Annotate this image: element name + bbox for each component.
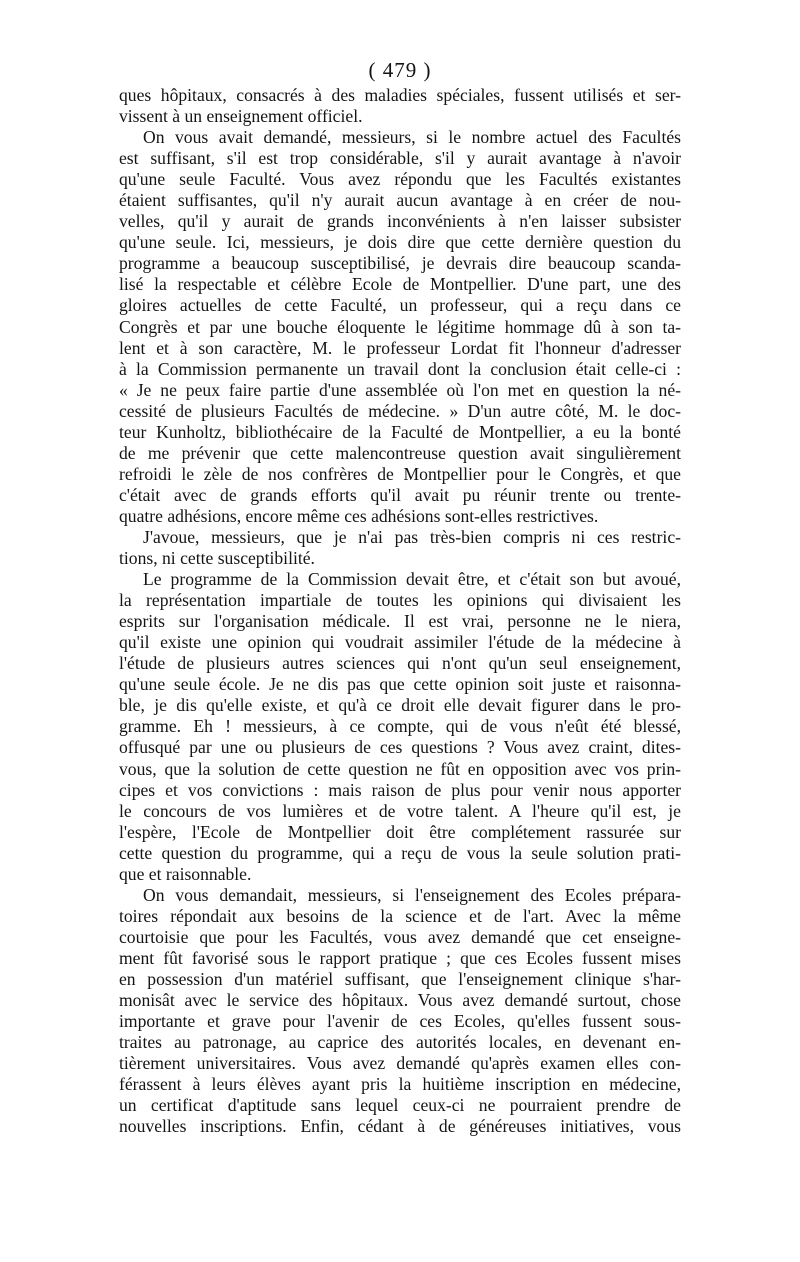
text-line: teur Kunholtz, bibliothécaire de la Faculté de Montpellier, a eu la bonté bbox=[119, 421, 681, 442]
text-line: programme a beaucoup susceptibilisé, je devrais dire beaucoup scanda- bbox=[119, 253, 681, 274]
text-line: le concours de vos lumières et de votre talent. A l'heure qu'il est, je bbox=[119, 800, 681, 821]
text-line: l'étude de plusieurs autres sciences qui n'ont qu'un seul enseignement, bbox=[119, 653, 681, 674]
paragraph bbox=[119, 569, 681, 885]
text-line: c'était avec de grands efforts qu'il avait pu réunir trente ou trente- bbox=[119, 484, 681, 505]
text-line: quatre adhésions, encore même ces adhésions sont-elles restrictives. bbox=[119, 505, 599, 526]
text-line: de me prévenir que cette malencontreuse question avait singulièrement bbox=[119, 442, 681, 463]
text-line: qu'une seule Faculté. Vous avez répondu que les Facultés existantes bbox=[119, 169, 681, 190]
paragraph bbox=[119, 85, 681, 127]
text-line: On vous demandait, messieurs, si l'enseignement des Ecoles prépara- bbox=[143, 884, 681, 905]
page-number: ( 479 ) bbox=[368, 58, 432, 82]
text-line: qu'une seule. Ici, messieurs, je dois dire que cette dernière question du bbox=[119, 232, 681, 253]
text-line: toires répondait aux besoins de la science et de l'art. Avec la même bbox=[119, 905, 681, 926]
text-line: gramme. Eh ! messieurs, à ce compte, qui de vous n'eût été blessé, bbox=[119, 716, 681, 737]
text-line: J'avoue, messieurs, que je n'ai pas très-bien compris ni ces restric- bbox=[143, 526, 681, 547]
text-line: à la Commission permanente un travail dont la conclusion était celle-ci : bbox=[119, 358, 681, 379]
text-line: que et raisonnable. bbox=[119, 863, 252, 884]
text-line: est suffisant, s'il est trop considérable, s'il y aurait avantage à n'avoir bbox=[119, 148, 681, 169]
text-line: en possession d'un matériel suffisant, que l'enseignement clinique s'har- bbox=[119, 968, 681, 989]
paragraph bbox=[119, 127, 681, 527]
text-line: « Je ne peux faire partie d'une assemblée où l'on met en question la né- bbox=[119, 379, 681, 400]
text-line: lisé la respectable et célèbre Ecole de Montpellier. D'une part, une des bbox=[119, 274, 681, 295]
text-line: offusqué par une ou plusieurs de ces questions ? Vous avez craint, dites- bbox=[119, 737, 681, 758]
text-line: cipes et vos convictions : mais raison de plus pour venir nous apporter bbox=[119, 779, 681, 800]
text-line: Congrès et par une bouche éloquente le légitime hommage dû à son ta- bbox=[119, 316, 681, 337]
text-line: tièrement universitaires. Vous avez demandé qu'après examen elles con- bbox=[119, 1053, 681, 1074]
text-line: cette question du programme, qui a reçu de vous la seule solution prati- bbox=[119, 842, 681, 863]
text-line: l'espère, l'Ecole de Montpellier doit être complétement rassurée sur bbox=[119, 821, 681, 842]
text-line: cessité de plusieurs Facultés de médecine. » D'un autre côté, M. le doc- bbox=[119, 400, 681, 421]
body-text bbox=[119, 85, 681, 1137]
text-line: traites au patronage, au caprice des autorités locales, en devenant en- bbox=[119, 1032, 681, 1053]
text-line: vous, que la solution de cette question ne fût en opposition avec vos prin- bbox=[119, 758, 681, 779]
text-line: gloires actuelles de cette Faculté, un professeur, qui a reçu dans ce bbox=[119, 295, 681, 316]
text-line: nouvelles inscriptions. Enfin, cédant à de généreuses initiatives, vous bbox=[119, 1116, 681, 1137]
text-line: qu'il existe une opinion qui voudrait assimiler l'étude de la médecine à bbox=[119, 632, 681, 653]
text-line: ques hôpitaux, consacrés à des maladies spéciales, fussent utilisés et ser- bbox=[119, 85, 681, 105]
text-line: vissent à un enseignement officiel. bbox=[119, 106, 363, 127]
text-line: courtoisie que pour les Facultés, vous avez demandé que cet enseigne- bbox=[119, 926, 681, 947]
text-line: velles, qu'il y aurait de grands inconvénients à n'en laisser subsister bbox=[119, 211, 681, 232]
text-line: importante et grave pour l'avenir de ces Ecoles, qu'elles fussent sous- bbox=[119, 1011, 681, 1032]
text-line: ble, je dis qu'elle existe, et qu'à ce droit elle devait figurer dans le pro- bbox=[119, 695, 681, 716]
text-line: étaient suffisantes, qu'il n'y aurait aucun avantage à en créer de nou- bbox=[119, 190, 681, 211]
text-line: la représentation impartiale de toutes les opinions qui divisaient les bbox=[119, 590, 681, 611]
text-line: refroidi le zèle de nos confrères de Montpellier pour le Congrès, et que bbox=[119, 463, 681, 484]
paragraph bbox=[119, 527, 681, 569]
text-line: esprits sur l'organisation médicale. Il est vrai, personne ne le niera, bbox=[119, 611, 681, 632]
text-line: monisât avec le service des hôpitaux. Vous avez demandé surtout, chose bbox=[119, 990, 681, 1011]
paragraph bbox=[119, 885, 681, 1138]
text-line: férassent à leurs élèves ayant pris la huitième inscription en médecine, bbox=[119, 1074, 681, 1095]
text-line: ment fût favorisé sous le rapport pratique ; que ces Ecoles fussent mises bbox=[119, 947, 681, 968]
text-line: un certificat d'aptitude sans lequel ceux-ci ne pourraient prendre de bbox=[119, 1095, 681, 1116]
text-line: lent et à son caractère, M. le professeur Lordat fit l'honneur d'adresser bbox=[119, 337, 681, 358]
text-line: Le programme de la Commission devait être, et c'était son but avoué, bbox=[143, 569, 681, 590]
text-line: On vous avait demandé, messieurs, si le nombre actuel des Facultés bbox=[143, 127, 681, 148]
text-line: qu'une seule école. Je ne dis pas que cette opinion soit juste et raisonna- bbox=[119, 674, 681, 695]
text-line: tions, ni cette susceptibilité. bbox=[119, 548, 315, 569]
